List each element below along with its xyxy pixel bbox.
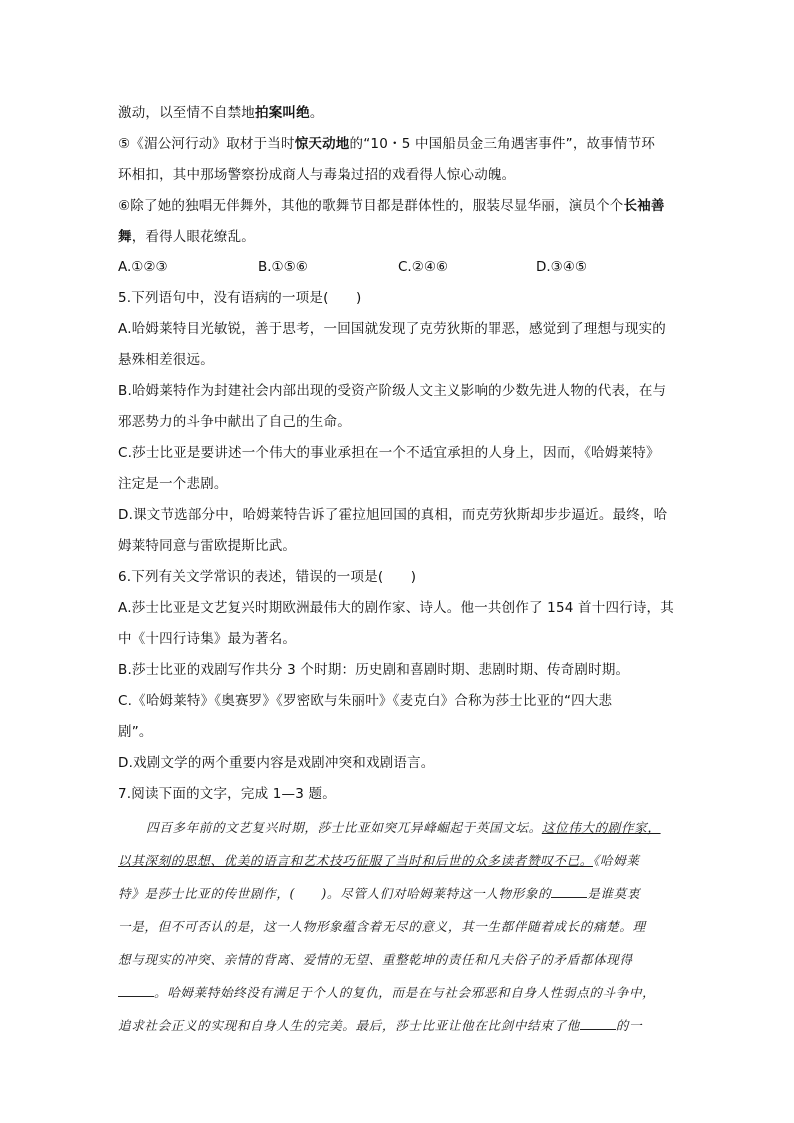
q6-option-c-line: C.《哈姆莱特》《奥赛罗》《罗密欧与朱丽叶》《麦克白》合称为莎士比亚的“四大悲	[118, 693, 613, 709]
answer-blank	[580, 1017, 616, 1030]
option-b: B.①⑤⑥	[258, 259, 308, 275]
q4-sentence-5-line: 环相扣，其中那场警察扮成商人与毒枭过招的戏看得人惊心动魄。	[118, 167, 516, 183]
text-span: 激动，以至情不自禁地	[118, 105, 255, 121]
text-span: 是谁莫衷	[587, 886, 641, 901]
q5-option-a-line: 悬殊相差很远。	[118, 352, 214, 368]
emphasized-phrase: 惊天动地	[294, 136, 350, 152]
text-span: 。哈姆莱特始终没有满足于个人的复仇，而是在与社会邪恶和自身人性弱点的斗争中，	[154, 985, 656, 1000]
q5-option-a-line: A.哈姆莱特目光敏锐，善于思考，一回国就发现了克劳狄斯的罪恶，感觉到了理想与现实的	[118, 321, 666, 337]
q4-answer-options	[118, 257, 678, 277]
text-span: 特》是莎士比亚的传世剧作，( )。尽管人们对哈姆莱特这一人物形象的	[118, 886, 552, 901]
passage-line: 想与现实的冲突、亲情的背离、爱情的无望、重整乾坤的责任和凡夫俗子的矛盾都体现得	[118, 952, 633, 967]
answer-blank	[118, 984, 154, 997]
q4-sentence-6-line	[118, 196, 678, 216]
text-span: ⑤《湄公河行动》取材于当时	[118, 136, 295, 152]
q4-sentence-6-line	[118, 227, 678, 247]
text-span: 。	[309, 105, 324, 121]
q7-stem: 7.阅读下面的文字，完成 1—3 题。	[118, 786, 336, 802]
underlined-sentence: 以其深刻的思想、优美的语言和艺术技巧征服了当时和后世的众多读者赞叹不已。	[118, 853, 593, 868]
q5-option-d-line: 姆莱特同意与雷欧提斯比武。	[118, 538, 297, 554]
passage-line	[118, 851, 682, 871]
q6-option-c-line: 剧”。	[118, 724, 153, 740]
q6-option-d-line: D.戏剧文学的两个重要内容是戏剧冲突和戏剧语言。	[118, 755, 435, 771]
passage-line	[118, 884, 682, 904]
q4-sentence-5-line	[118, 134, 678, 154]
emphasized-phrase: 长袖善	[623, 198, 665, 214]
q5-option-c-line: C.莎士比亚是要讲述一个伟大的事业承担在一个不适宜承担的人身上，因而，《哈姆莱特》	[118, 445, 660, 461]
option-d: D.③④⑤	[536, 259, 587, 275]
passage-line	[118, 818, 682, 838]
text-span: ⑥除了她的独唱无伴舞外，其他的歌舞节目都是群体性的，服装尽显华丽，演员个个	[118, 198, 624, 214]
q6-option-a-line: A.莎士比亚是文艺复兴时期欧洲最伟大的剧作家、诗人。他一共创作了 154 首十四行诗，其	[118, 600, 674, 616]
q4-text-line	[118, 103, 678, 123]
option-a: A.①②③	[118, 259, 168, 275]
q5-option-b-line: 邪恶势力的斗争中献出了自己的生命。	[118, 414, 351, 430]
answer-blank	[551, 885, 587, 898]
text-span: 《哈姆莱	[592, 853, 640, 868]
q5-option-b-line: B.哈姆莱特作为封建社会内部出现的受资产阶级人文主义影响的少数先进人物的代表，在与	[118, 383, 667, 399]
passage-line: 一是，但不可否认的是，这一人物形象蕴含着无尽的意义，其一生都伴随着成长的痛楚。理	[118, 919, 646, 934]
emphasized-phrase: 舞	[118, 229, 132, 245]
text-span: ，看得人眼花缭乱。	[131, 229, 256, 245]
text-span: 的一	[615, 1018, 643, 1033]
q5-stem: 5.下列语句中，没有语病的一项是( )	[118, 290, 362, 306]
q5-option-c-line: 注定是一个悲剧。	[118, 476, 228, 492]
emphasized-phrase: 拍案叫绝	[255, 105, 310, 121]
underlined-sentence: 这位伟大的剧作家，	[541, 820, 661, 835]
q6-option-a-line: 中《十四行诗集》最为著名。	[118, 631, 297, 647]
option-c: C.②④⑥	[398, 259, 449, 275]
text-span: 四百多年前的文艺复兴时期，莎士比亚如突兀异峰崛起于英国文坛。	[146, 820, 542, 835]
text-span: 的“10・5 中国船员金三角遇害事件”，故事情节环	[349, 136, 656, 152]
q6-option-b-line: B.莎士比亚的戏剧写作共分 3 个时期：历史剧和喜剧时期、悲剧时期、传奇剧时期。	[118, 662, 630, 678]
passage-line	[118, 983, 682, 1003]
q6-stem: 6.下列有关文学常识的表述，错误的一项是( )	[118, 569, 417, 585]
passage-line	[118, 1016, 682, 1036]
text-span: 追求社会正义的实现和自身人生的完美。最后，莎士比亚让他在比剑中结束了他	[118, 1018, 580, 1033]
q5-option-d-line: D.课文节选部分中，哈姆莱特告诉了霍拉旭回国的真相，而克劳狄斯却步步逼近。最终，哈	[118, 507, 668, 523]
